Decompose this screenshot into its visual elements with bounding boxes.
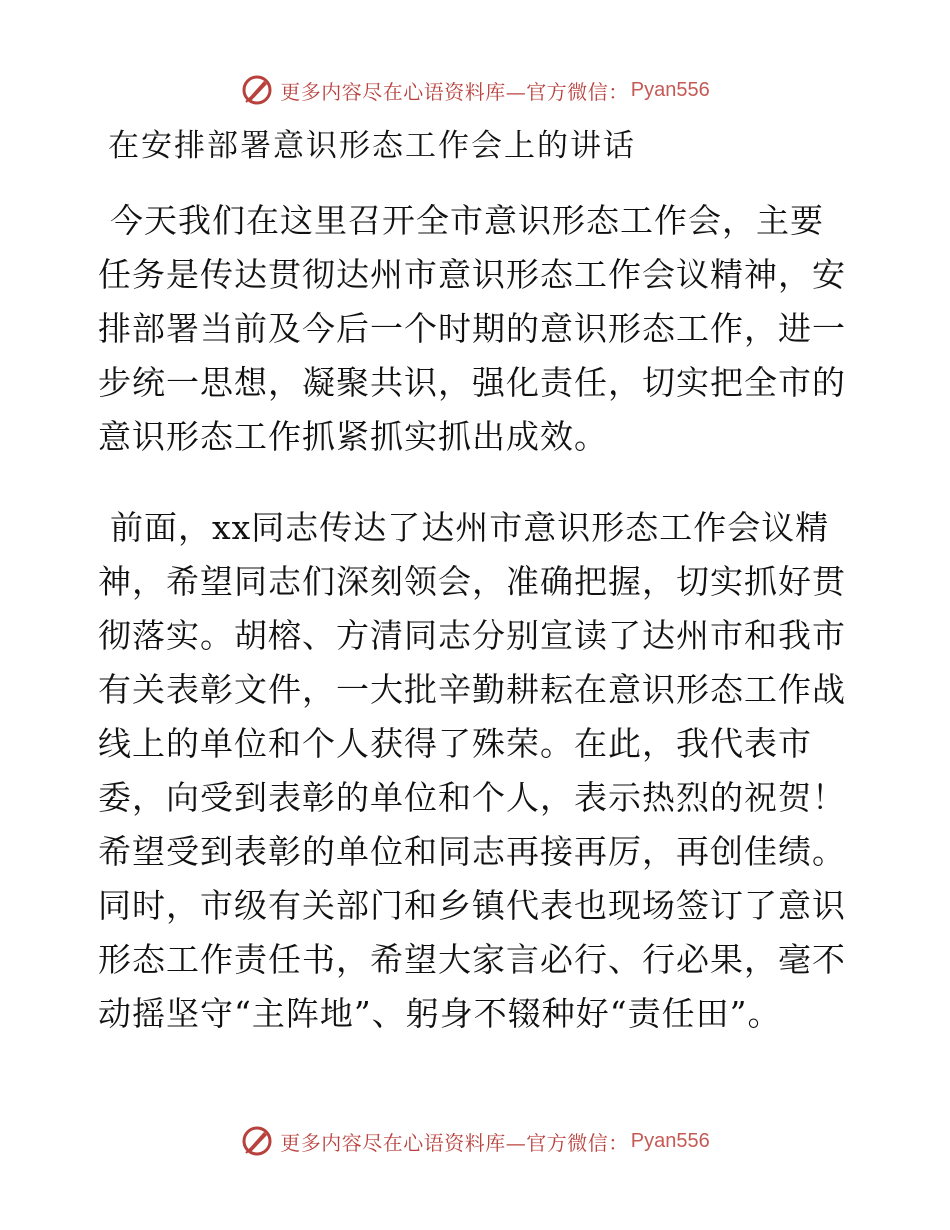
paragraph-1 — [98, 194, 858, 464]
quill-logo-icon — [240, 73, 274, 107]
paragraph-line: 同时，市级有关部门和乡镇代表也现场签订了意识 — [98, 886, 846, 925]
watermark-handle: Pyan556 — [630, 78, 710, 101]
paragraph-line: 希望受到表彰的单位和同志再接再厉，再创佳绩。 — [98, 832, 846, 871]
header-watermark — [0, 70, 950, 110]
paragraph-line: 彻落实。胡榕、方清同志分别宣读了达州市和我市 — [98, 616, 846, 655]
paragraph-line: 动摇坚守“主阵地”、躬身不辍种好“责任田”。 — [98, 994, 782, 1033]
document-title: 在安排部署意识形态工作会上的讲话 — [108, 128, 636, 164]
paragraph-line: 任务是传达贯彻达州市意识形态工作会议精神，安 — [98, 255, 846, 294]
footer-watermark — [0, 1121, 950, 1161]
watermark-text: 更多内容尽在心语资料库—官方微信： — [280, 1130, 629, 1155]
paragraph-line: 线上的单位和个人获得了殊荣。在此，我代表市 — [98, 724, 812, 763]
watermark-handle: Pyan556 — [630, 1129, 710, 1152]
paragraph-line: 步统一思想，凝聚共识，强化责任，切实把全市的 — [98, 363, 846, 402]
watermark-text: 更多内容尽在心语资料库—官方微信： — [280, 79, 629, 104]
paragraph-line: 排部署当前及今后一个时期的意识形态工作，进一 — [98, 309, 846, 348]
paragraph-line: 有关表彰文件，一大批辛勤耕耘在意识形态工作战 — [98, 670, 846, 709]
paragraph-line: 前面，xx同志传达了达州市意识形态工作会议精 — [110, 508, 830, 547]
paragraph-line: 今天我们在这里召开全市意识形态工作会，主要 — [110, 201, 824, 240]
paragraph-line: 委，向受到表彰的单位和个人，表示热烈的祝贺！ — [98, 778, 846, 817]
paragraph-line: 形态工作责任书，希望大家言必行、行必果，毫不 — [98, 940, 846, 979]
paragraph-line: 意识形态工作抓紧抓实抓出成效。 — [98, 417, 608, 456]
quill-logo-icon — [240, 1124, 274, 1158]
paragraph-line: 神，希望同志们深刻领会，准确把握，切实抓好贯 — [98, 562, 846, 601]
paragraph-2 — [98, 501, 858, 1041]
